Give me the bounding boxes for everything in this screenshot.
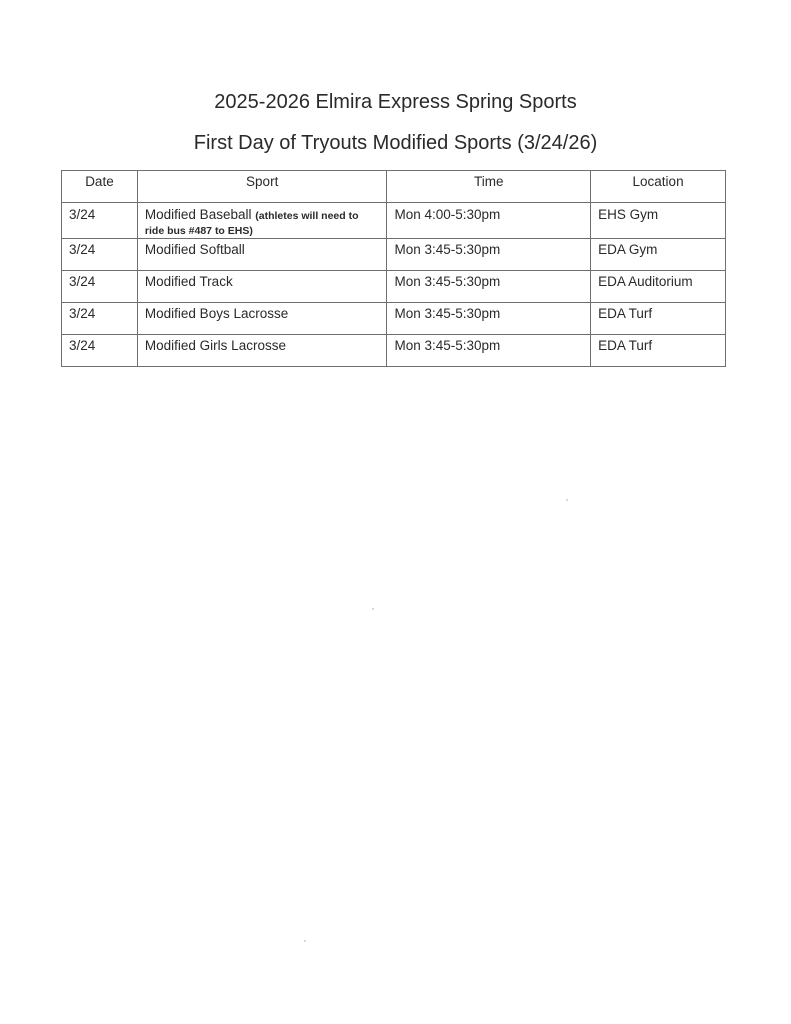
cell-sport: Modified Softball [137, 239, 387, 271]
scan-speck [566, 499, 568, 501]
cell-time: Mon 3:45-5:30pm [387, 239, 591, 271]
cell-time: Mon 3:45-5:30pm [387, 303, 591, 335]
sport-name: Modified Baseball [144, 207, 252, 222]
cell-location: EHS Gym [591, 203, 726, 239]
header-location: Location [591, 171, 726, 203]
cell-time: Mon 4:00-5:30pm [387, 203, 591, 239]
cell-time: Mon 3:45-5:30pm [387, 335, 591, 367]
header-time: Time [387, 171, 591, 203]
header-date: Date [62, 171, 138, 203]
scan-speck [304, 940, 306, 942]
cell-sport: Modified Girls Lacrosse [137, 335, 387, 367]
scan-speck [372, 608, 374, 610]
table-row [62, 239, 726, 271]
cell-location: EDA Turf [591, 303, 726, 335]
tryouts-table [61, 170, 726, 367]
cell-date: 3/24 [62, 239, 138, 271]
sport-note: (athletes will need to ride bus #487 to EHS) [144, 210, 359, 237]
table-row [62, 303, 726, 335]
cell-date: 3/24 [62, 271, 138, 303]
cell-sport: Modified Boys Lacrosse [137, 303, 387, 335]
table-row [62, 203, 726, 239]
cell-date: 3/24 [62, 303, 138, 335]
document-title: 2025-2026 Elmira Express Spring Sports [214, 91, 577, 113]
table-row [62, 335, 726, 367]
table-header-row [62, 171, 726, 203]
header-sport: Sport [137, 171, 387, 203]
table-row [62, 271, 726, 303]
cell-location: EDA Gym [591, 239, 726, 271]
cell-sport: Modified Track [137, 271, 387, 303]
document-subtitle: First Day of Tryouts Modified Sports (3/24/26) [193, 132, 598, 154]
cell-time: Mon 3:45-5:30pm [387, 271, 591, 303]
cell-location: EDA Auditorium [591, 271, 726, 303]
cell-location: EDA Turf [591, 335, 726, 367]
cell-date: 3/24 [62, 203, 138, 239]
cell-sport [137, 203, 387, 239]
cell-date: 3/24 [62, 335, 138, 367]
